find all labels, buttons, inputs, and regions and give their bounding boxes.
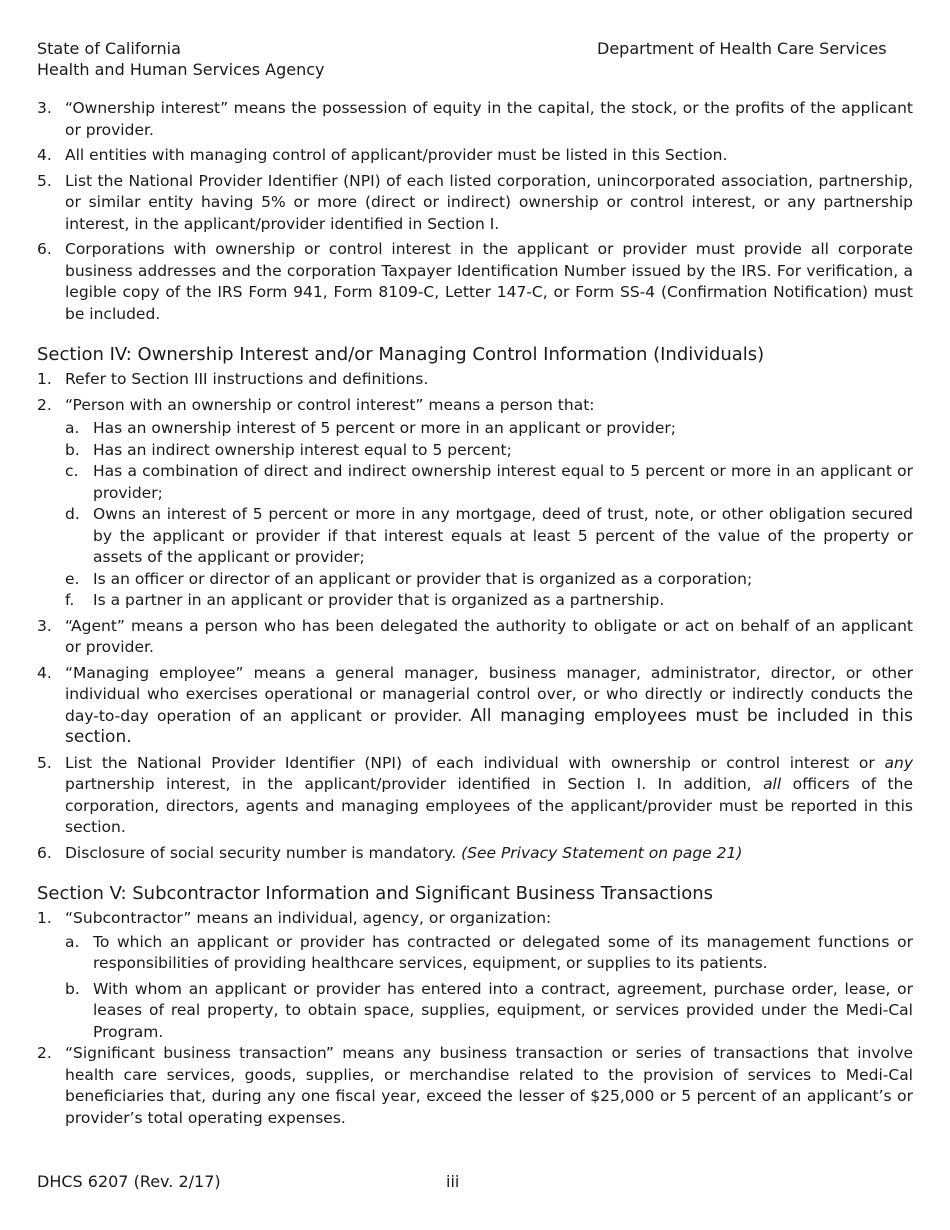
agency-label: Health and Human Services Agency <box>37 60 325 79</box>
sub-item-text: Has an indirect ownership interest equal to 5 percent; <box>93 440 512 459</box>
item-text-part: officers of the corporation, directors, agents and managing employees of the applicant/provider must be reported in this section. <box>65 775 913 836</box>
item-text: List the National Provider Identifier (NPI) of each listed corporation, unincorporated association, partnership, or similar entity having 5% or more (direct or indirect) ownership or control interest, or any partnership interest, in the applicant/provider identified in Section I. <box>65 171 913 233</box>
header-left <box>37 38 325 80</box>
sub-item-text: To which an applicant or provider has contracted or delegated some of its management functions or responsibilities of providing healthcare services, equipment, or supplies to its patients. <box>93 932 913 972</box>
item-number: 3. <box>37 99 52 117</box>
sub-item-text: Has an ownership interest of 5 percent or more in an applicant or provider; <box>93 419 676 437</box>
section-iv-title: Section IV: Ownership Interest and/or Managing Control Information (Individuals) <box>37 344 765 365</box>
document-body <box>37 98 913 1133</box>
item-number: 1. <box>37 909 52 927</box>
item-italic-all: all <box>763 775 782 793</box>
managing-employees-emphasis: All managing employees must be included in this section. <box>65 705 913 747</box>
item-text-part: partnership interest, in the applicant/provider identified in Section I. In addition, <box>65 775 764 793</box>
item-text: “Managing employee” means a general manager, business manager, administrator, director, or other individual who exercises operational or managerial control over, or who directly or indirectly conducts the day-to-day operation of an applicant or provider. <box>65 663 913 725</box>
sub-item <box>37 979 913 1044</box>
item-text: Corporations with ownership or control interest in the applicant or provider must provide all corporate business addresses and the corporation Taxpayer Identification Number issued by the IRS. For verification, a legible copy of the IRS Form 941, Form 8109-C, Letter 147-C, or Form SS-4 (Confirmation Notification) must be included. <box>65 240 913 323</box>
sub-item <box>37 590 913 612</box>
sub-item-letter: e. <box>65 569 80 588</box>
list-item <box>37 908 913 930</box>
item-number: 6. <box>37 240 52 258</box>
list-item <box>37 753 913 839</box>
item-text: “Subcontractor” means an individual, agency, or organization: <box>65 909 552 927</box>
item-text: “Significant business transaction” means any business transaction or series of transactions that involve health care services, goods, supplies, or merchandise related to the provision of services to Medi-Cal beneficiaries that, during any one fiscal year, exceed the lesser of $25,000 or 5 percent of an applicant’s or provider’s total operating expenses. <box>65 1044 913 1127</box>
sub-item-letter: b. <box>65 440 80 459</box>
list-item <box>37 395 913 417</box>
form-number: DHCS 6207 (Rev. 2/17) <box>37 1172 221 1191</box>
item-number: 4. <box>37 146 52 164</box>
list-item <box>37 843 913 865</box>
item-text: “Person with an ownership or control interest” means a person that: <box>65 395 595 414</box>
sub-item <box>37 504 913 569</box>
item-italic-any: any <box>884 753 913 772</box>
item-number: 2. <box>37 1044 52 1062</box>
sub-item <box>37 932 913 975</box>
privacy-statement-reference: (See Privacy Statement on page 21) <box>461 843 743 862</box>
list-item <box>37 145 913 167</box>
sub-item <box>37 461 913 504</box>
item-number: 4. <box>37 663 52 682</box>
list-item <box>37 171 913 236</box>
sub-item-text: Owns an interest of 5 percent or more in any mortgage, deed of trust, note, or other obligation secured by the applicant or provider if that interest equals at least 5 percent of the value of the property or assets of the applicant or provider; <box>93 505 913 566</box>
list-item <box>37 616 913 659</box>
sub-item-text: With whom an applicant or provider has entered into a contract, agreement, purchase order, lease, or leases of real property, to obtain space, supplies, equipment, or services provided under the Medi-Cal Program. <box>93 979 913 1041</box>
sub-item-letter: b. <box>65 979 80 998</box>
item-text: “Ownership interest” means the possession of equity in the capital, the stock, or the profits of the applicant or provider. <box>65 99 913 139</box>
sub-item-letter: a. <box>65 419 80 437</box>
item-text: Refer to Section III instructions and definitions. <box>65 370 429 388</box>
sub-item-letter: f. <box>65 591 75 609</box>
state-label: State of California <box>37 39 181 58</box>
sub-item-text: Is an officer or director of an applicant or provider that is organized as a corporation; <box>93 569 753 588</box>
item-number: 6. <box>37 843 52 862</box>
list-item <box>37 1043 913 1129</box>
list-item <box>37 239 913 325</box>
list-item <box>37 663 913 749</box>
item-text: Disclosure of social security number is mandatory. <box>65 843 457 862</box>
item-number: 2. <box>37 395 52 414</box>
item-text: All entities with managing control of applicant/provider must be listed in this Section. <box>65 146 728 164</box>
sub-item-text: Is a partner in an applicant or provider that is organized as a partnership. <box>93 591 665 609</box>
header-right <box>597 38 887 59</box>
list-item <box>37 369 913 391</box>
sub-item <box>37 418 913 440</box>
item-text: “Agent” means a person who has been delegated the authority to obligate or act on behalf of an applicant or provider. <box>65 616 913 656</box>
item-number: 5. <box>37 171 52 190</box>
section-v-title: Section V: Subcontractor Information and Significant Business Transactions <box>37 883 714 904</box>
item-number: 3. <box>37 616 52 635</box>
sub-item <box>37 569 913 591</box>
page-number: iii <box>446 1172 460 1191</box>
item-number: 5. <box>37 753 52 772</box>
sub-item-letter: a. <box>65 932 80 951</box>
sub-item-letter: c. <box>65 462 79 480</box>
item-text-part: List the National Provider Identifier (NPI) of each individual with ownership or control interest or <box>65 753 885 772</box>
list-item <box>37 98 913 141</box>
sub-item-text: Has a combination of direct and indirect ownership interest equal to 5 percent or more in an applicant or provider; <box>93 462 913 502</box>
sub-item <box>37 440 913 462</box>
sub-item-letter: d. <box>65 505 80 523</box>
department-label: Department of Health Care Services <box>597 39 887 58</box>
item-number: 1. <box>37 370 52 388</box>
